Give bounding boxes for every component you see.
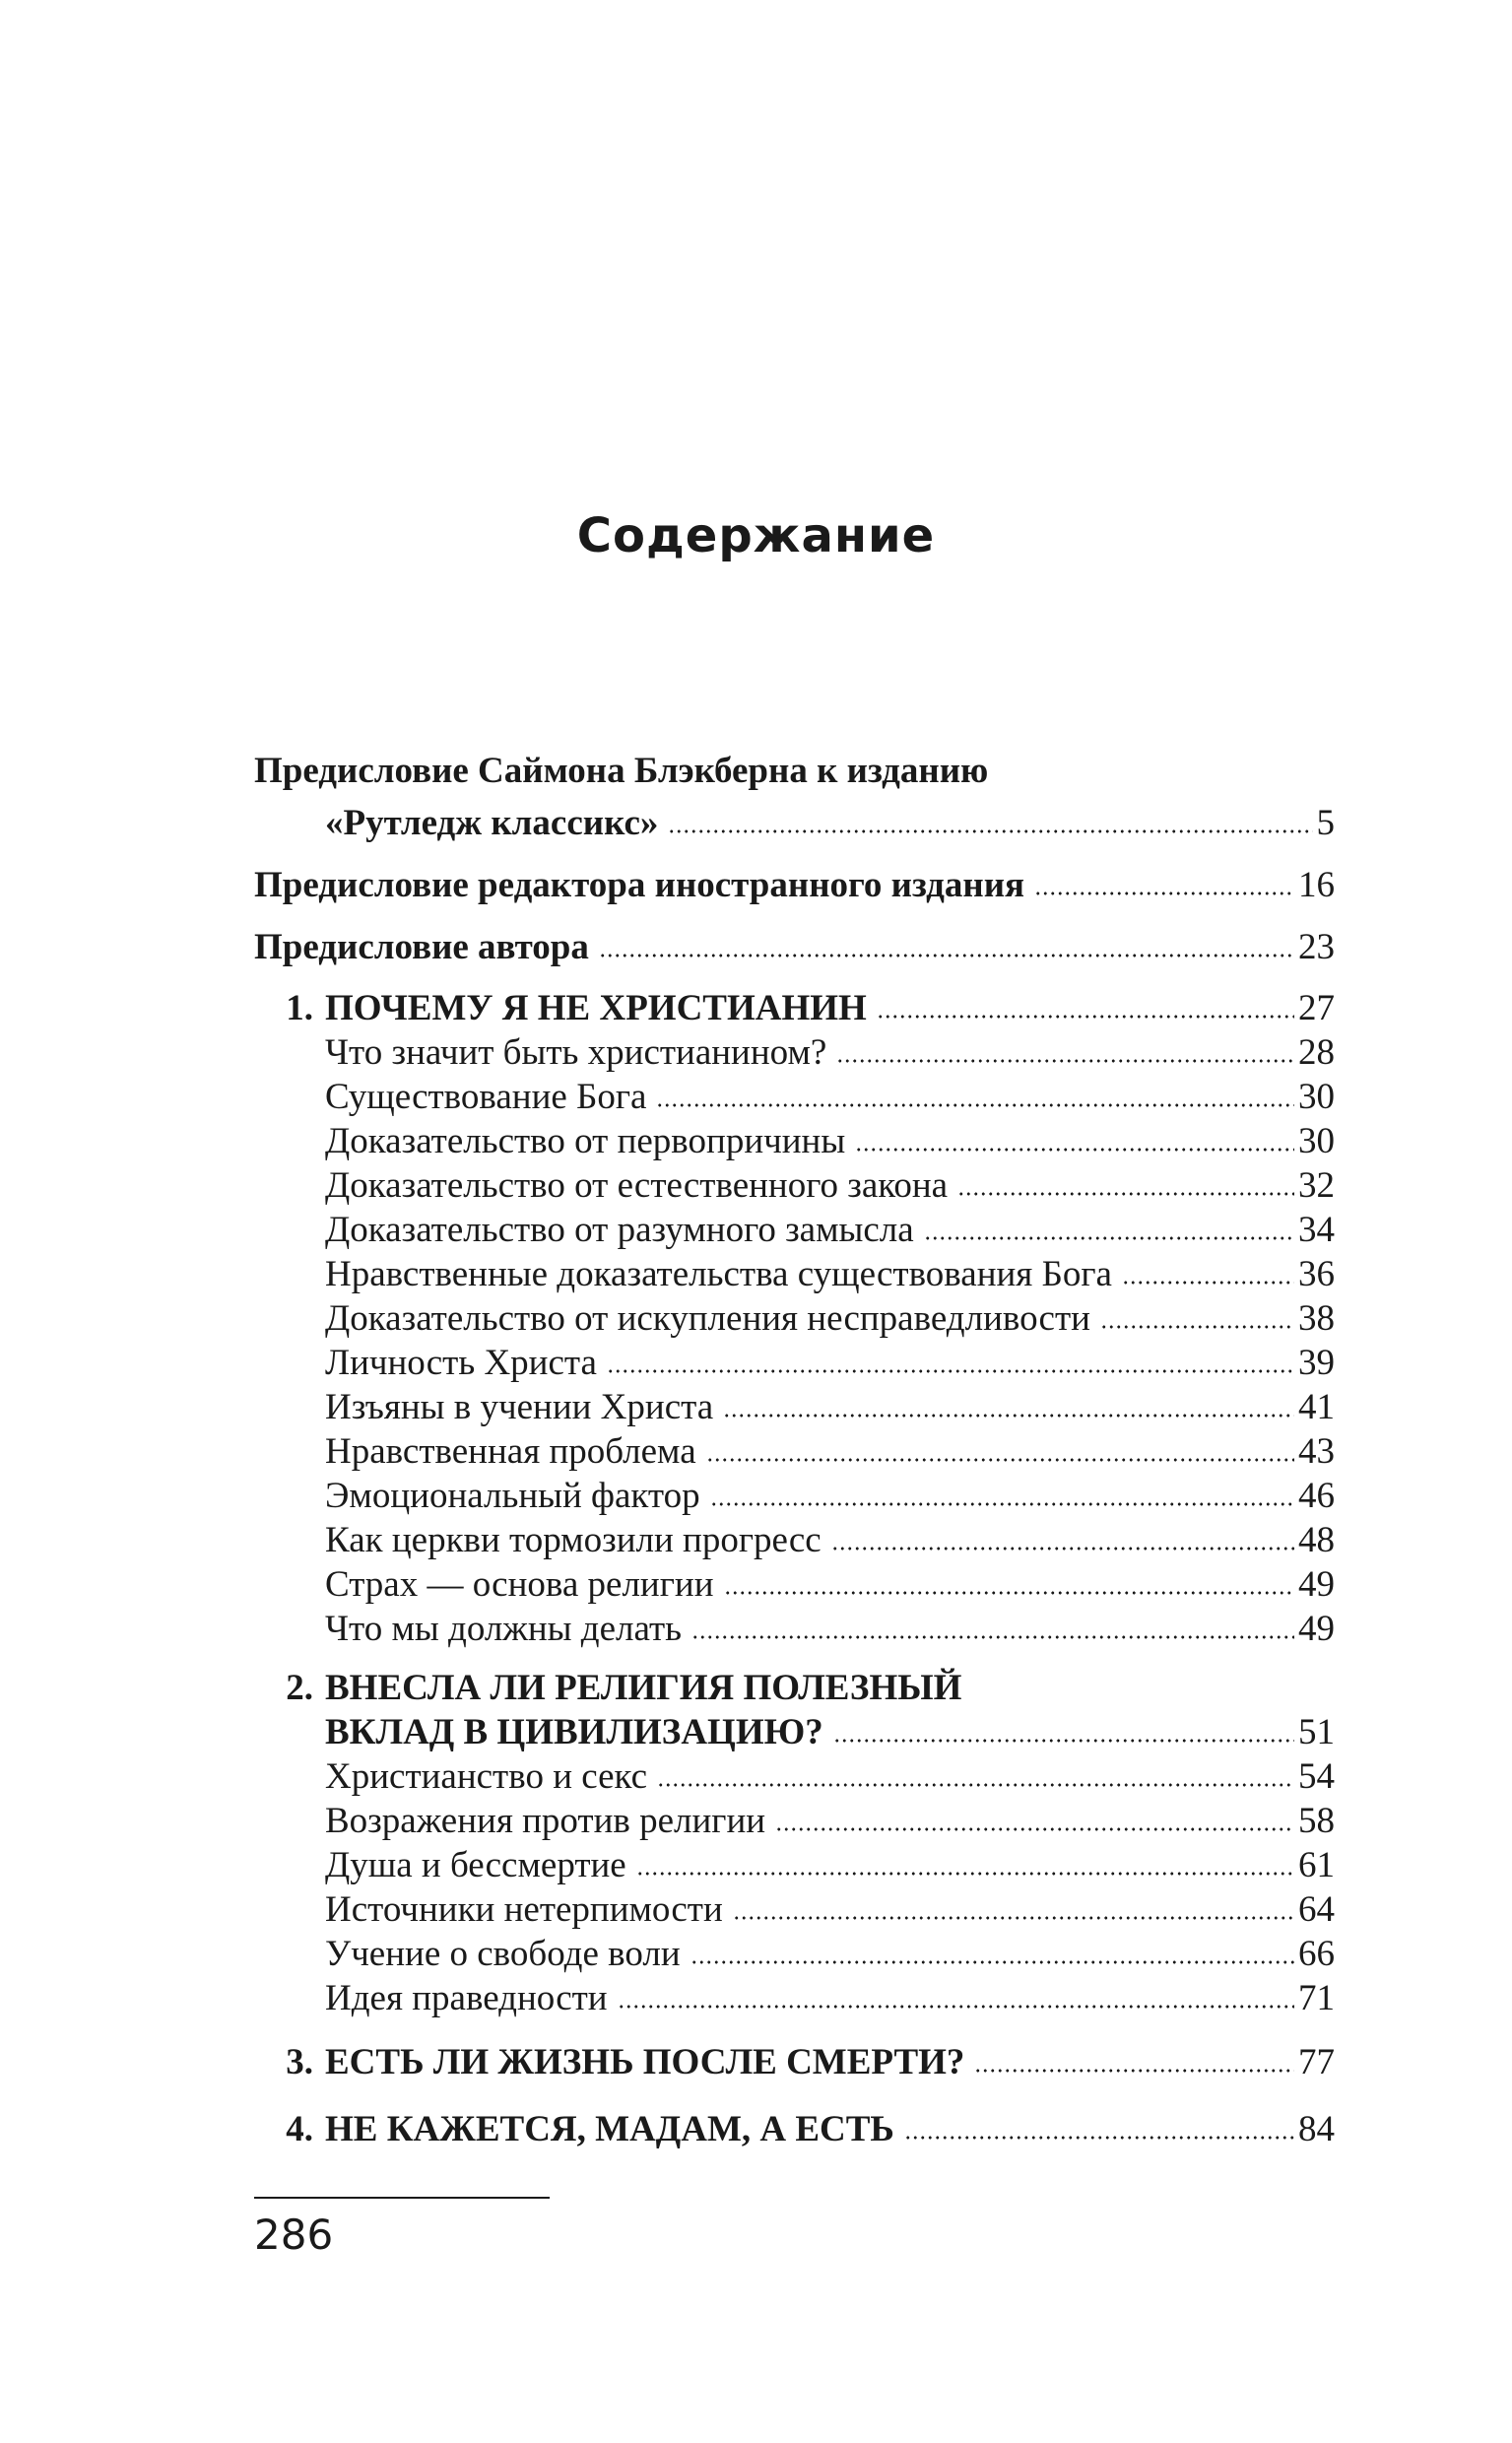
dot-leader — [733, 1916, 1294, 1920]
toc-entry-label: Доказательство от разумного замысла — [325, 1210, 914, 1250]
toc-page-number: 36 — [1298, 1254, 1335, 1294]
toc-page-number: 66 — [1298, 1934, 1335, 1974]
dot-leader — [957, 1192, 1294, 1196]
toc-page-number: 23 — [1298, 927, 1335, 967]
toc-entry-label: ЕСТЬ ЛИ ЖИЗНЬ ПОСЛЕ СМЕРТИ? — [325, 2042, 965, 2082]
toc-entry-label: Личность Христа — [325, 1343, 597, 1383]
toc-entry-label: Предисловие автора — [254, 927, 589, 967]
toc-entry-label: НЕ КАЖЕТСЯ, МАДАМ, А ЕСТЬ — [325, 2109, 894, 2149]
toc-entry-label: Как церкви тормозили прогресс — [325, 1520, 822, 1560]
toc-entry-preface-blackburn-line1: Предисловие Саймона Блэкберна к изданию — [254, 751, 989, 791]
dot-leader — [656, 1103, 1294, 1107]
toc-chapter-1[interactable] — [286, 988, 1335, 1028]
toc-entry-label: Доказательство от первопричины — [325, 1121, 846, 1161]
table-of-contents — [254, 0, 1335, 2443]
toc-section[interactable] — [325, 1123, 1335, 1159]
toc-section[interactable] — [325, 1389, 1335, 1425]
chapter-number: 2. — [286, 1668, 313, 1708]
toc-entry-label: Доказательство от естественного закона — [325, 1165, 949, 1206]
toc-page-number: 34 — [1298, 1210, 1335, 1250]
toc-page-number: 54 — [1298, 1756, 1335, 1797]
toc-entry-label: Что значит быть христианином? — [325, 1032, 827, 1073]
toc-section[interactable] — [325, 1478, 1335, 1514]
dot-leader — [710, 1502, 1294, 1506]
dot-leader — [668, 829, 1312, 833]
toc-section[interactable] — [325, 1433, 1335, 1470]
toc-page-number: 84 — [1298, 2109, 1335, 2149]
toc-section[interactable] — [325, 1167, 1335, 1204]
toc-entry-label: Учение о свободе воли — [325, 1934, 681, 1974]
dot-leader — [607, 1369, 1294, 1373]
dot-leader — [599, 954, 1294, 957]
page-title: Содержание — [576, 508, 936, 563]
toc-section[interactable] — [325, 1034, 1335, 1071]
toc-section[interactable] — [325, 1566, 1335, 1603]
toc-page-number: 61 — [1298, 1845, 1335, 1885]
toc-page-number: 46 — [1298, 1476, 1335, 1516]
toc-page-number: 5 — [1316, 803, 1335, 843]
dot-leader — [691, 1635, 1294, 1639]
toc-section[interactable] — [325, 1522, 1335, 1558]
dot-leader — [724, 1591, 1295, 1595]
toc-page-number: 32 — [1298, 1165, 1335, 1206]
toc-page-number: 30 — [1298, 1121, 1335, 1161]
toc-page-number: 71 — [1298, 1978, 1335, 2018]
toc-entry-label: Эмоциональный фактор — [325, 1476, 700, 1516]
dot-leader — [618, 2005, 1294, 2009]
toc-section[interactable] — [325, 1256, 1335, 1292]
toc-entry-label: Христианство и секс — [325, 1756, 648, 1797]
toc-page-number: 58 — [1298, 1801, 1335, 1841]
toc-section[interactable] — [325, 1212, 1335, 1248]
toc-page-number: 41 — [1298, 1387, 1335, 1427]
chapter-number: 1. — [286, 988, 313, 1028]
toc-chapter-2-line1 — [286, 1668, 962, 1708]
toc-page-number: 51 — [1298, 1712, 1335, 1752]
toc-section[interactable] — [325, 1079, 1335, 1115]
dot-leader — [877, 1015, 1294, 1019]
dot-leader — [1122, 1281, 1294, 1285]
toc-page-number: 77 — [1298, 2042, 1335, 2082]
toc-page-number: 49 — [1298, 1609, 1335, 1649]
toc-entry-label: Что мы должны делать — [325, 1609, 682, 1649]
toc-page-number: 27 — [1298, 988, 1335, 1028]
toc-page-number: 39 — [1298, 1343, 1335, 1383]
toc-section[interactable] — [325, 1847, 1335, 1883]
toc-entry-preface-editor[interactable] — [254, 867, 1335, 903]
toc-section[interactable] — [325, 1891, 1335, 1928]
toc-page-number: 64 — [1298, 1889, 1335, 1930]
dot-leader — [690, 1960, 1294, 1964]
toc-entry-label: Возражения против религии — [325, 1801, 766, 1841]
toc-page-number: 49 — [1298, 1564, 1335, 1605]
toc-section[interactable] — [325, 1758, 1335, 1795]
toc-page-number: 16 — [1298, 865, 1335, 905]
toc-page-number: 30 — [1298, 1077, 1335, 1117]
dot-leader — [1034, 891, 1294, 895]
toc-section[interactable] — [325, 1300, 1335, 1337]
chapter-number: 3. — [286, 2042, 313, 2082]
toc-entry-label: Изъяны в учении Христа — [325, 1387, 714, 1427]
toc-entry-label: Существование Бога — [325, 1077, 647, 1117]
toc-entry-label: ВНЕСЛА ЛИ РЕЛИГИЯ ПОЛЕЗНЫЙ — [325, 1668, 962, 1708]
dot-leader — [636, 1872, 1294, 1876]
dot-leader — [1100, 1325, 1294, 1329]
dot-leader — [775, 1827, 1294, 1831]
toc-section[interactable] — [325, 1936, 1335, 1972]
toc-section[interactable] — [325, 1980, 1335, 2016]
dot-leader — [831, 1547, 1294, 1551]
toc-entry-label: ВКЛАД В ЦИВИЛИЗАЦИЮ? — [325, 1712, 823, 1752]
dot-leader — [924, 1236, 1294, 1240]
toc-entry-label: Предисловие редактора иностранного издания — [254, 865, 1025, 905]
toc-section[interactable] — [325, 1611, 1335, 1647]
toc-entry-label: Источники нетерпимости — [325, 1889, 723, 1930]
toc-chapter-3[interactable] — [286, 2042, 1335, 2082]
dot-leader — [904, 2136, 1294, 2140]
toc-entry-label: Страх — основа религии — [325, 1564, 714, 1605]
toc-entry-preface-author[interactable] — [254, 929, 1335, 965]
toc-page-number: 43 — [1298, 1431, 1335, 1472]
toc-page-number: 38 — [1298, 1298, 1335, 1339]
toc-section[interactable] — [325, 1345, 1335, 1381]
footer-divider — [254, 2197, 550, 2199]
chapter-number: 4. — [286, 2109, 313, 2149]
toc-entry-label: Нравственная проблема — [325, 1431, 696, 1472]
toc-entry-label: ПОЧЕМУ Я НЕ ХРИСТИАНИН — [325, 988, 867, 1028]
dot-leader — [974, 2069, 1294, 2073]
toc-entry-preface-blackburn[interactable] — [325, 805, 1335, 841]
toc-page-number: 28 — [1298, 1032, 1335, 1073]
dot-leader — [706, 1458, 1294, 1462]
toc-entry-label: Идея праведности — [325, 1978, 608, 2018]
dot-leader — [836, 1059, 1294, 1063]
toc-entry-label: Нравственные доказательства существования Бога — [325, 1254, 1112, 1294]
dot-leader — [833, 1739, 1294, 1743]
page-number: 286 — [254, 2211, 334, 2259]
toc-section[interactable] — [325, 1803, 1335, 1839]
toc-page-number: 48 — [1298, 1520, 1335, 1560]
toc-chapter-4[interactable] — [286, 2109, 1335, 2149]
dot-leader — [723, 1414, 1294, 1418]
toc-entry-label: Душа и бессмертие — [325, 1845, 626, 1885]
dot-leader — [855, 1148, 1294, 1152]
toc-chapter-2[interactable] — [325, 1714, 1335, 1750]
dot-leader — [657, 1783, 1294, 1787]
toc-entry-label: Доказательство от искупления несправедливости — [325, 1298, 1090, 1339]
toc-entry-label: «Рутледж классикс» — [325, 803, 659, 843]
